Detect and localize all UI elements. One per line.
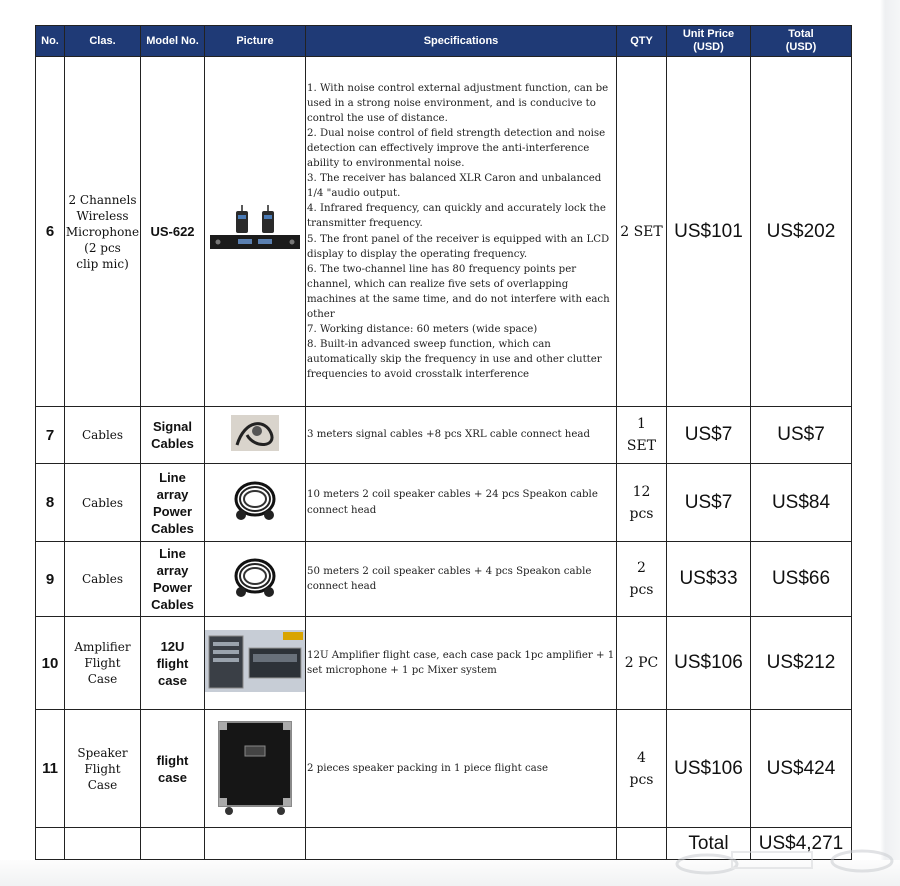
qty-line: 12 (632, 483, 651, 500)
wireless-receiver-image (205, 203, 305, 260)
model-cell (141, 407, 205, 464)
header-no: No. (36, 26, 65, 57)
class-line: Amplifier (74, 640, 131, 654)
total-cell: US$7 (751, 407, 852, 464)
class-line: Cables (81, 495, 124, 510)
total-label: Total (667, 828, 751, 860)
model-line: flight (156, 655, 189, 671)
row-number: 7 (36, 407, 65, 464)
model-line: Cables (151, 520, 194, 536)
total-cell: US$212 (751, 617, 852, 710)
class-line: Flight (84, 761, 121, 776)
class-line: 2 Channels (68, 192, 137, 207)
qty-cell (617, 617, 667, 710)
table-row (36, 407, 852, 464)
unit-price-cell: US$106 (667, 617, 751, 710)
header-unit-price (667, 26, 751, 57)
class-line: Cables (81, 572, 124, 586)
class-line: Case (87, 777, 118, 792)
row-number: 11 (36, 710, 65, 828)
total-cell: US$202 (751, 57, 852, 407)
spec-line: 8. Built-in advanced sweep function, which can automatically skip the frequency in use and other clutter frequencies to avoid crosstalk interference (307, 339, 602, 381)
qty-cell (617, 710, 667, 828)
spec-line: 3. The receiver has balanced XLR Caron and unbalanced 1/4 "audio output. (307, 173, 602, 200)
spec-line: 50 meters 2 coil speaker cables + 4 pcs Speakon cable connect head (307, 565, 592, 592)
qty-line: 2 PC (624, 655, 659, 671)
quotation-table (35, 25, 852, 860)
unit-price-cell: US$33 (667, 542, 751, 617)
qty-line: 1 (637, 416, 646, 432)
qty-line: 2 (637, 560, 646, 576)
class-cell (65, 542, 141, 617)
qty-cell (617, 57, 667, 407)
header-picture: Picture (205, 26, 306, 57)
row-number: 9 (36, 542, 65, 617)
picture-cell (205, 617, 306, 710)
header-total-line1: Total (788, 28, 814, 40)
class-line: Wireless (76, 208, 129, 223)
specifications-cell (306, 464, 617, 542)
header-unit-price-line1: Unit Price (682, 28, 735, 40)
model-cell (141, 542, 205, 617)
specifications-cell (306, 407, 617, 464)
qty-line: SET (626, 438, 657, 454)
class-line: Flight (84, 656, 121, 670)
row-number: 6 (36, 57, 65, 407)
spec-line: 5. The front panel of the receiver is equipped with an LCD display to display the operating frequency. (307, 233, 610, 260)
specifications-cell (306, 57, 617, 407)
class-cell (65, 464, 141, 542)
spec-line: 3 meters signal cables +8 pcs XRL cable connect head (307, 429, 590, 441)
class-line: Case (87, 672, 118, 686)
spec-line: 2. Dual noise control of field strength detection and noise detection can effectively improve the anti-interference ability to environmental noise. (307, 127, 606, 170)
model-line: Line (159, 546, 186, 561)
unit-price-cell: US$101 (667, 57, 751, 407)
model-line: Cables (151, 597, 194, 612)
coiled-cable-image (205, 554, 305, 605)
model-cell (141, 710, 205, 828)
header-qty: QTY (617, 26, 667, 57)
model-line: Signal (152, 419, 192, 434)
qty-cell (617, 464, 667, 542)
specifications-cell (306, 710, 617, 828)
footer-empty-cell (306, 828, 617, 860)
footer-empty-cell (65, 828, 141, 860)
total-cell: US$424 (751, 710, 852, 828)
table-row (36, 57, 852, 407)
model-line: case (158, 769, 187, 785)
class-line: Cables (81, 428, 124, 442)
class-line: clip mic) (76, 256, 129, 271)
picture-cell (205, 57, 306, 407)
spec-line: 4. Infrared frequency, can quickly and accurately lock the transmitter frequency. (307, 203, 606, 230)
rack-flight-case-image (205, 630, 305, 697)
model-line: case (158, 672, 187, 688)
qty-cell (617, 407, 667, 464)
model-cell (141, 617, 205, 710)
unit-price-cell: US$106 (667, 710, 751, 828)
spec-line: 2 pieces speaker packing in 1 piece flight case (307, 762, 549, 774)
class-line: Speaker (77, 745, 128, 760)
specifications-cell (306, 617, 617, 710)
class-cell (65, 617, 141, 710)
model-line: array (156, 563, 189, 578)
class-line: (2 pcs (84, 240, 121, 255)
table-row (36, 617, 852, 710)
class-cell (65, 407, 141, 464)
speaker-flight-case-image (205, 716, 305, 821)
header-row (36, 26, 852, 57)
model-line: Power (152, 503, 192, 519)
model-line: flight (156, 752, 189, 768)
signal-cable-image (205, 415, 305, 456)
header-unit-price-line2: (USD) (693, 41, 724, 53)
qty-line: pcs (629, 582, 654, 598)
total-cell: US$84 (751, 464, 852, 542)
footer-empty-cell (141, 828, 205, 860)
watermark-logo (672, 846, 897, 876)
table-row (36, 710, 852, 828)
model-line: Line (159, 469, 186, 485)
picture-cell (205, 464, 306, 542)
model-line: Power (152, 580, 192, 595)
unit-price-cell: US$7 (667, 407, 751, 464)
total-cell: US$66 (751, 542, 852, 617)
header-model: Model No. (141, 26, 205, 57)
picture-cell (205, 542, 306, 617)
header-clas: Clas. (65, 26, 141, 57)
spec-line: 12U Amplifier flight case, each case pack 1pc amplifier + 1 set microphone + 1 pc Mixer system (307, 649, 615, 676)
spec-line: 10 meters 2 coil speaker cables + 24 pcs Speakon cable connect head (307, 489, 598, 516)
model-line: array (156, 486, 189, 502)
coiled-cable-image (205, 477, 305, 528)
qty-line: 2 SET (620, 223, 663, 240)
unit-price-cell: US$7 (667, 464, 751, 542)
row-number: 10 (36, 617, 65, 710)
spec-line: 7. Working distance: 60 meters (wide space) (307, 324, 538, 336)
header-total-line2: (USD) (785, 41, 817, 53)
header-specifications: Specifications (306, 26, 617, 57)
specifications-cell (306, 542, 617, 617)
model-line: Cables (151, 436, 194, 451)
spec-line: 1. With noise control external adjustment function, can be used in a strong noise environment, and is conducive to control the use of distance. (307, 82, 609, 124)
model-cell (141, 464, 205, 542)
class-line: Microphone (65, 224, 140, 239)
qty-cell (617, 542, 667, 617)
footer-empty-cell (36, 828, 65, 860)
table-row (36, 542, 852, 617)
class-cell (65, 57, 141, 407)
picture-cell (205, 710, 306, 828)
spec-line: 6. The two-channel line has 80 frequency points per channel, which can realize five sets of overlapping machines at the same time, and do not interfere with each other (307, 263, 610, 320)
table-row (36, 464, 852, 542)
grand-total: US$4,271 (751, 828, 852, 860)
qty-line: pcs (629, 505, 654, 522)
model-line: 12U (160, 638, 185, 654)
footer-empty-cell (205, 828, 306, 860)
qty-line: 4 (637, 749, 646, 766)
footer-empty-cell (617, 828, 667, 860)
picture-cell (205, 407, 306, 464)
header-total (751, 26, 852, 57)
row-number: 8 (36, 464, 65, 542)
model-cell (141, 57, 205, 407)
class-cell (65, 710, 141, 828)
qty-line: pcs (629, 771, 654, 788)
model-line: US-622 (150, 224, 195, 239)
